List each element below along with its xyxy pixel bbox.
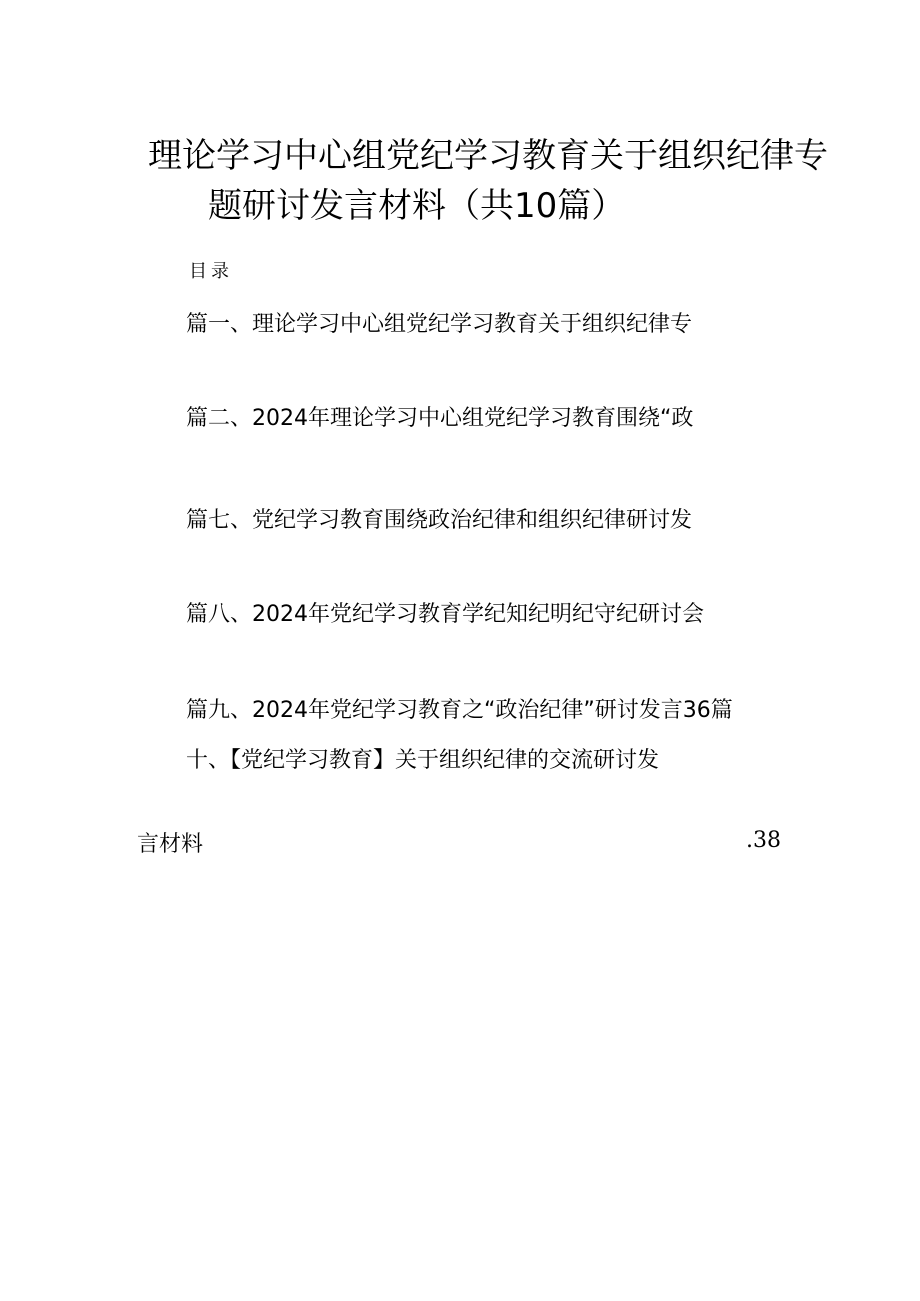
toc-item[interactable]: 篇七、党纪学习教育围绕政治纪律和组织纪律研讨发 [186,508,693,533]
toc-item-continuation[interactable]: 言材料 [137,832,204,857]
toc-item[interactable]: 篇九、2024年党纪学习教育之“政治纪律”研讨发言36篇 [186,698,733,723]
toc-item[interactable]: 篇八、2024年党纪学习教育学纪知纪明纪守纪研讨会 [186,602,704,627]
toc-item-page-number: .38 [746,828,781,853]
toc-item[interactable]: 十、【党纪学习教育】关于组织纪律的交流研讨发 [186,748,660,773]
document-title-line-2: 题研讨发言材料（共10篇） [208,186,626,226]
toc-heading: 目录 [189,261,233,282]
toc-item[interactable]: 篇一、理论学习中心组党纪学习教育关于组织纪律专 [186,312,693,337]
toc-item[interactable]: 篇二、2024年理论学习中心组党纪学习教育围绕“政 [186,406,694,431]
document-title-line-1: 理论学习中心组党纪学习教育关于组织纪律专 [148,136,828,176]
